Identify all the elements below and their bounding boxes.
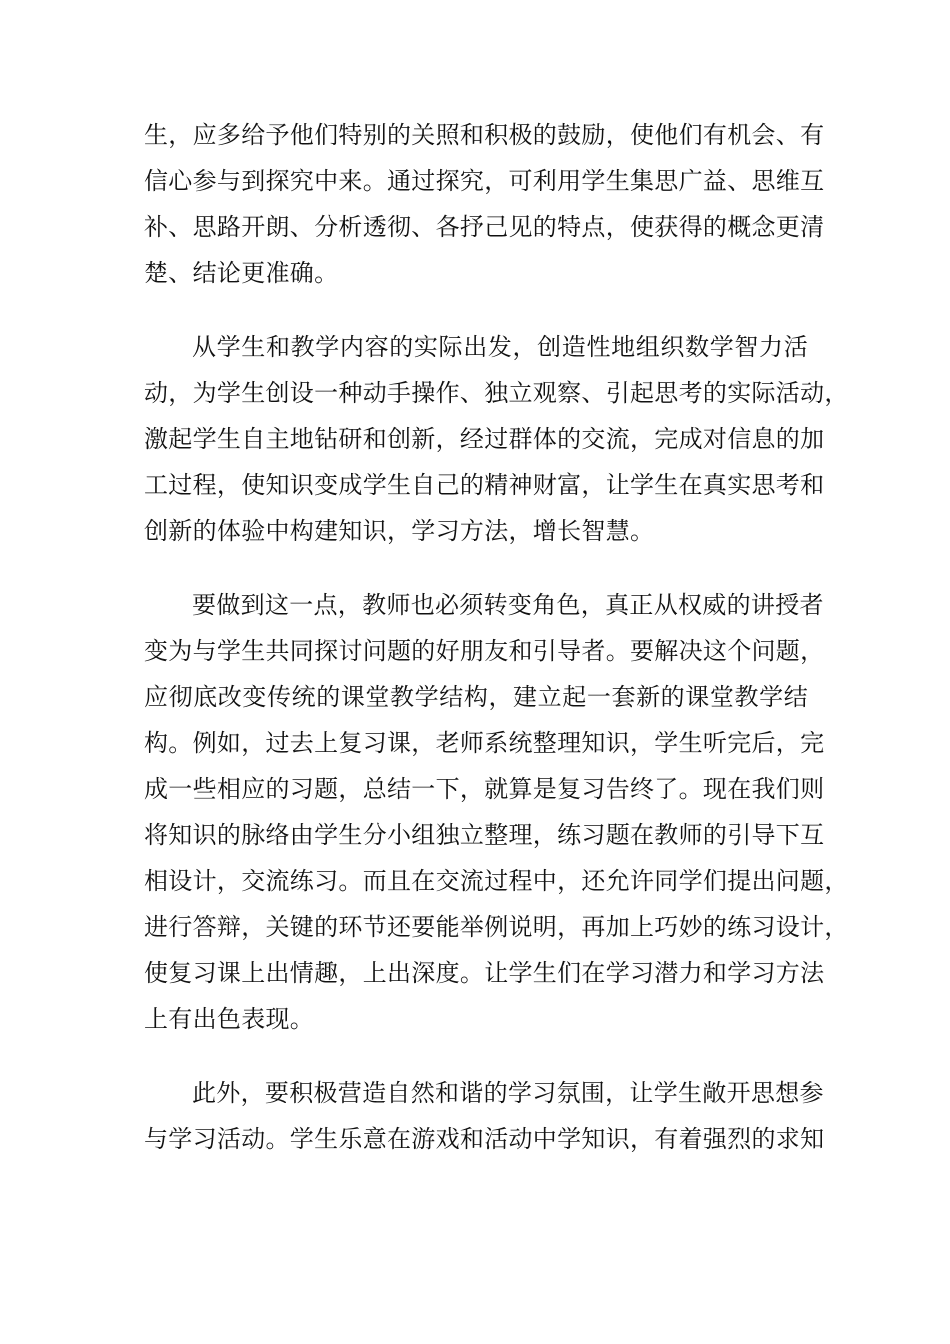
text-line: 楚、结论更准确。	[144, 259, 339, 287]
text-line: 相设计，交流练习。而且在交流过程中，还允许同学们提出问题，	[144, 867, 849, 895]
text-line: 进行答辩，关键的环节还要能举例说明，再加上巧妙的练习设计，	[144, 913, 849, 941]
text-line: 工过程，使知识变成学生自己的精神财富，让学生在真实思考和	[144, 471, 825, 499]
paragraph-gap	[144, 296, 808, 324]
paragraph-3	[144, 582, 849, 1042]
text-line: 生，应多给予他们特别的关照和积极的鼓励，使他们有机会、有	[144, 121, 825, 149]
text-line: 补、思路开朗、分析透彻、各抒己见的特点，使获得的概念更清	[144, 213, 825, 241]
paragraph-2	[144, 324, 849, 554]
text-line: 使复习课上出情趣，上出深度。让学生们在学习潜力和学习方法	[144, 959, 825, 987]
document-page	[144, 112, 849, 1162]
text-line: 将知识的脉络由学生分小组独立整理，练习题在教师的引导下互	[144, 821, 825, 849]
text-line: 上有出色表现。	[144, 1005, 315, 1033]
text-line: 此外，要积极营造自然和谐的学习氛围，让学生敞开思想参	[192, 1079, 824, 1107]
text-line: 成一些相应的习题，总结一下，就算是复习告终了。现在我们则	[144, 775, 825, 803]
paragraph-1	[144, 112, 825, 296]
text-line: 动，为学生创设一种动手操作、独立观察、引起思考的实际活动，	[144, 379, 849, 407]
text-line: 与学习活动。学生乐意在游戏和活动中学知识，有着强烈的求知	[144, 1125, 825, 1153]
paragraph-4	[144, 1070, 825, 1162]
text-line: 从学生和教学内容的实际出发，创造性地组织数学智力活	[192, 333, 808, 361]
text-line: 应彻底改变传统的课堂教学结构，建立起一套新的课堂教学结	[144, 683, 808, 711]
text-line: 要做到这一点，教师也必须转变角色，真正从权威的讲授者	[192, 591, 824, 619]
paragraph-gap	[144, 1042, 808, 1070]
text-line: 激起学生自主地钻研和创新，经过群体的交流，完成对信息的加	[144, 425, 825, 453]
text-line: 变为与学生共同探讨问题的好朋友和引导者。要解决这个问题，	[144, 637, 825, 665]
text-line: 信心参与到探究中来。通过探究，可利用学生集思广益、思维互	[144, 167, 825, 195]
text-line: 构。例如，过去上复习课，老师系统整理知识，学生听完后，完	[144, 729, 825, 757]
paragraph-gap	[144, 554, 808, 582]
text-line: 创新的体验中构建知识，学习方法，增长智慧。	[144, 517, 655, 545]
